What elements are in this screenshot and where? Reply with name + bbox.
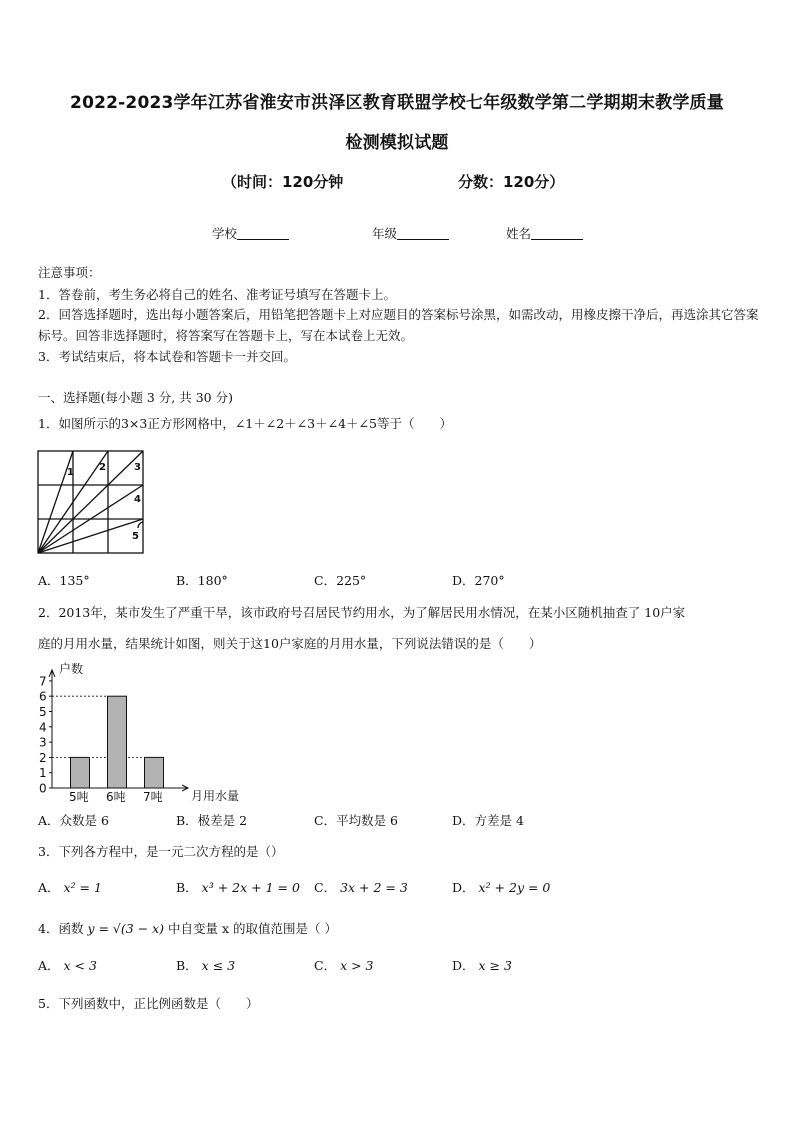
question-4-stem: 4．函数 y = √(3 − x) 中自变量 x 的取值范围是（ ） [38, 921, 338, 936]
q1-option-b: B．180° [176, 573, 228, 588]
chart-y-axis-title: 户数 [59, 661, 84, 676]
chart-bar [145, 757, 164, 788]
q4-option-a: A． x < 3 [38, 958, 97, 973]
school-field: 学校 [212, 224, 289, 242]
notes-heading: 注意事项： [38, 265, 101, 280]
grade-field: 年级 [372, 224, 449, 242]
chart-y-tick-label: 1 [39, 766, 47, 781]
chart-x-tick-label: 5吨 [69, 790, 89, 804]
q1-option-c: C．225° [314, 573, 367, 588]
chart-x-tick-label: 6吨 [106, 790, 126, 804]
question-1-grid-figure [37, 450, 149, 556]
question-2-stem-line1: 2．2013年，某市发生了严重干旱，该市政府号召居民节约用水，为了解居民用水情况，在某小区随机抽查了 10户家 [38, 605, 686, 620]
note-item: 3．考试结束后，将本试卷和答题卡一并交回。 [38, 349, 296, 364]
note-item: 2．回答选择题时，选出每小题答案后，用铅笔把答题卡上对应题目的答案标号涂黑，如需改动，用橡皮擦干净后，再选涂其它答案标号。回答非选择题时，将答案写在答题卡上，写在本试卷上无效。 [38, 307, 759, 343]
q4-option-c: C． x > 3 [314, 958, 374, 973]
chart-y-tick-label: 4 [39, 720, 47, 735]
chart-y-tick-label: 3 [39, 735, 47, 750]
q3-option-d: D． x² + 2y = 0 [452, 880, 551, 895]
q3-option-a: A． x² = 1 [38, 880, 102, 895]
function-expression: y = √(3 − x) [87, 921, 165, 936]
name-field: 姓名 [506, 224, 583, 242]
exam-title-line1: 2022-2023学年江苏省淮安市洪泽区教育联盟学校七年级数学第二学期期末教学质量 [70, 93, 724, 113]
chart-y-tick-label: 2 [39, 750, 47, 765]
q1-option-d: D．270° [452, 573, 505, 588]
exam-time: （时间：120分钟 [222, 173, 344, 191]
chart-bar [71, 757, 90, 788]
angle-label-4: 4 [134, 494, 141, 505]
angle-label-5: 5 [132, 531, 139, 542]
chart-x-axis-title: 月用水量 [191, 789, 240, 803]
q4-option-b: B． x ≤ 3 [176, 958, 236, 973]
section-title: 一、选择题(每小题 3 分, 共 30 分) [38, 390, 233, 405]
exam-score: 分数：120分） [458, 173, 565, 191]
q2-option-c: C．平均数是 6 [314, 813, 398, 828]
question-2-bar-chart [30, 654, 270, 806]
question-5-stem: 5．下列函数中，正比例函数是（ ） [38, 996, 259, 1011]
question-3-stem: 3．下列各方程中，是一元二次方程的是（） [38, 844, 284, 859]
angle-label-1: 1 [67, 467, 74, 478]
q2-option-a: A．众数是 6 [38, 813, 109, 828]
q2-option-d: D．方差是 4 [452, 813, 524, 828]
chart-y-tick-label: 0 [39, 781, 47, 796]
question-2-stem-line2: 庭的月用水量，结果统计如图，则关于这10户家庭的月用水量，下列说法错误的是（ ） [38, 636, 542, 651]
q2-option-b: B．极差是 2 [176, 813, 248, 828]
chart-y-tick-label: 7 [39, 674, 47, 689]
q3-option-c: C． 3x + 2 = 3 [314, 880, 408, 895]
q3-option-b: B． x³ + 2x + 1 = 0 [176, 880, 300, 895]
q4-option-d: D． x ≥ 3 [452, 958, 512, 973]
exam-title-line2: 检测模拟试题 [345, 133, 449, 153]
angle-label-2: 2 [99, 462, 106, 473]
chart-bar [108, 696, 127, 788]
chart-x-tick-label: 7吨 [143, 790, 163, 804]
angle-label-3: 3 [134, 462, 141, 473]
q1-option-a: A．135° [38, 573, 90, 588]
question-1-stem: 1．如图所示的3×3正方形网格中，∠1＋∠2＋∠3＋∠4＋∠5等于（ ） [38, 416, 452, 431]
chart-y-tick-label: 6 [39, 689, 47, 704]
chart-y-tick-label: 5 [39, 705, 47, 719]
note-item: 1．答卷前，考生务必将自己的姓名、准考证号填写在答题卡上。 [38, 287, 396, 302]
